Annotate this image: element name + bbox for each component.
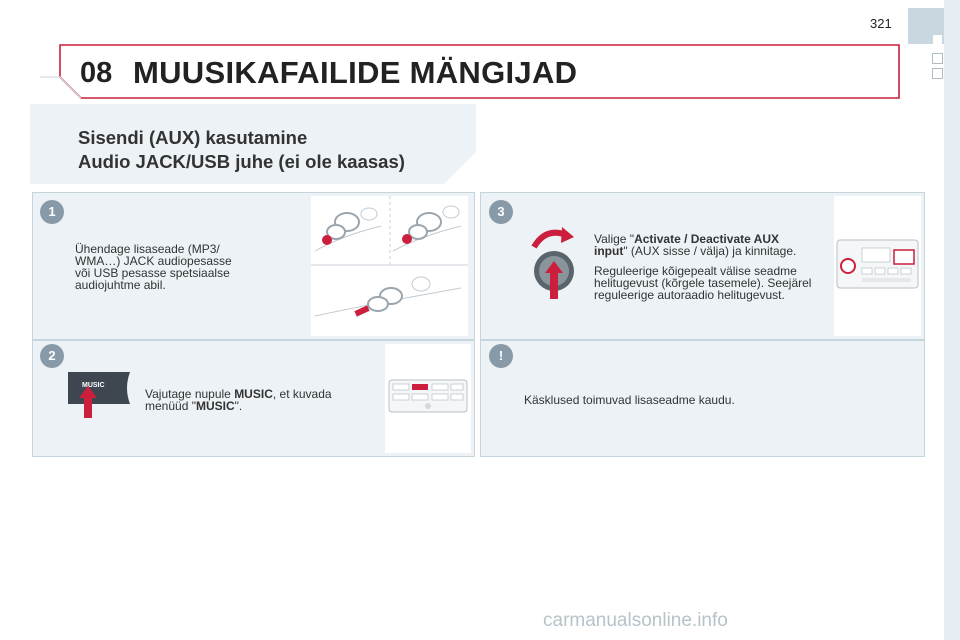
step1-illustration: [311, 196, 468, 336]
step1-text-line2: WMA…) JACK audiopesasse: [75, 254, 232, 268]
chapter-title: MUUSIKAFAILIDE MÄNGIJAD: [133, 55, 578, 90]
step1-text-line1: Ühendage lisaseade (MP3/: [75, 242, 220, 256]
step2-text-line2: menüüd "MUSIC".: [145, 399, 243, 413]
step3-text-line3: Reguleerige kõigepealt välise seadme: [594, 264, 797, 278]
step3-radio-illustration: [834, 196, 921, 336]
music-key-label: MUSIC: [82, 382, 105, 389]
section-title-line2: Audio JACK/USB juhe (ei ole kaasas): [78, 151, 405, 172]
step2-text-line1: Vajutage nupule MUSIC, et kuvada: [145, 387, 332, 401]
step3-text-line2: input" (AUX sisse / välja) ja kinnitage.: [594, 244, 797, 258]
step1-text-line4: audiojuhtme abil.: [75, 278, 166, 292]
side-marker-2: [932, 68, 943, 79]
chapter-number: 08: [80, 57, 113, 89]
volume-knob-icon: [518, 225, 582, 301]
section-title-line1: Sisendi (AUX) kasutamine: [78, 127, 308, 148]
side-marker-1: [932, 53, 943, 64]
step3-text-line5: reguleerige autoraadio helitugevust.: [594, 288, 785, 302]
page-tab: [908, 8, 944, 44]
right-margin-strip: [944, 0, 960, 640]
step3-badge: 3: [489, 200, 513, 224]
page-tab-square: [933, 35, 942, 44]
music-key-illustration: [68, 370, 140, 422]
step2-radio-illustration: [385, 344, 471, 453]
page-number: 321: [870, 16, 892, 31]
step2-badge: 2: [40, 344, 64, 368]
note-text: Käsklused toimuvad lisaseadme kaudu.: [524, 393, 735, 407]
step1-badge: 1: [40, 200, 64, 224]
note-warning-icon: !: [489, 344, 513, 368]
step1-text-line3: või USB pesasse spetsiaalse: [75, 266, 230, 280]
step3-text-line1: Valige "Activate / Deactivate AUX: [594, 232, 780, 246]
watermark-text: carmanualsonline.info: [543, 610, 728, 631]
step3-text-line4: helitugevust (kõrgele tasemele). Seejärel: [594, 276, 812, 290]
